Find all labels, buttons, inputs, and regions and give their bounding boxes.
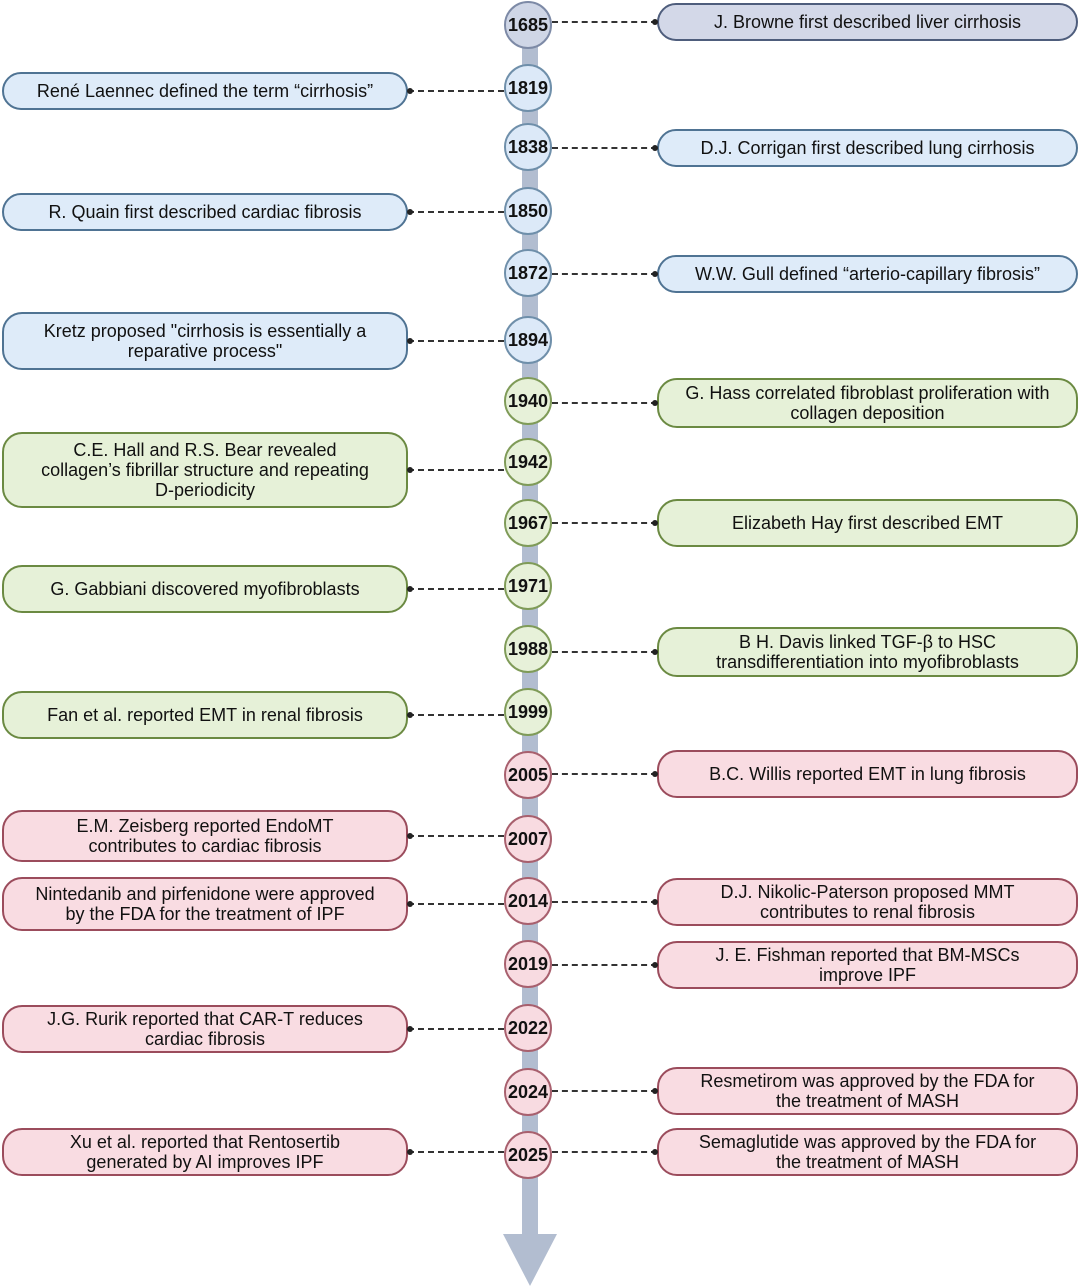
connector-dot <box>652 1088 658 1094</box>
event-box-2007-left: E.M. Zeisberg reported EndoMT contributes to cardiac fibrosis <box>2 810 408 862</box>
event-box-2014-right: D.J. Nikolic-Paterson proposed MMT contributes to renal fibrosis <box>657 878 1078 926</box>
year-marker-1850: 1850 <box>504 187 552 235</box>
year-marker-2022: 2022 <box>504 1004 552 1052</box>
connector-dot <box>407 1149 413 1155</box>
event-box-1819-left: René Laennec defined the term “cirrhosis” <box>2 72 408 110</box>
event-connector <box>552 901 657 903</box>
connector-dot <box>407 833 413 839</box>
year-marker-2007: 2007 <box>504 815 552 863</box>
year-marker-1894: 1894 <box>504 316 552 364</box>
event-connector <box>408 903 504 905</box>
event-connector <box>552 522 657 524</box>
event-connector <box>552 1151 657 1153</box>
year-marker-2014: 2014 <box>504 877 552 925</box>
event-connector <box>552 773 657 775</box>
connector-dot <box>407 901 413 907</box>
connector-dot <box>407 467 413 473</box>
connector-dot <box>652 962 658 968</box>
event-connector <box>552 273 657 275</box>
connector-dot <box>652 145 658 151</box>
year-marker-1819: 1819 <box>504 64 552 112</box>
connector-dot <box>407 88 413 94</box>
year-marker-2019: 2019 <box>504 940 552 988</box>
event-box-1850-left: R. Quain first described cardiac fibrosis <box>2 193 408 231</box>
year-marker-2005: 2005 <box>504 751 552 799</box>
event-box-1894-left: Kretz proposed "cirrhosis is essentially a reparative process" <box>2 312 408 370</box>
year-marker-1838: 1838 <box>504 123 552 171</box>
event-connector <box>408 90 504 92</box>
event-box-2014-left: Nintedanib and pirfenidone were approved by the FDA for the treatment of IPF <box>2 877 408 931</box>
event-box-2024-right: Resmetirom was approved by the FDA for the treatment of MASH <box>657 1067 1078 1115</box>
event-connector <box>408 835 504 837</box>
event-box-1988-right: B H. Davis linked TGF-β to HSC transdifferentiation into myofibroblasts <box>657 627 1078 677</box>
event-connector <box>408 714 504 716</box>
connector-dot <box>652 520 658 526</box>
timeline-arrowhead <box>503 1234 557 1286</box>
event-connector <box>552 651 657 653</box>
year-marker-2025: 2025 <box>504 1131 552 1179</box>
connector-dot <box>407 209 413 215</box>
event-box-2025-left: Xu et al. reported that Rentosertib generated by AI improves IPF <box>2 1128 408 1176</box>
connector-dot <box>407 712 413 718</box>
connector-dot <box>407 338 413 344</box>
connector-dot <box>407 586 413 592</box>
event-connector <box>552 21 657 23</box>
event-box-1872-right: W.W. Gull defined “arterio-capillary fibrosis” <box>657 255 1078 293</box>
connector-dot <box>652 899 658 905</box>
event-box-2022-left: J.G. Rurik reported that CAR-T reduces cardiac fibrosis <box>2 1005 408 1053</box>
year-marker-1940: 1940 <box>504 377 552 425</box>
connector-dot <box>652 1149 658 1155</box>
event-connector <box>552 964 657 966</box>
year-marker-1967: 1967 <box>504 499 552 547</box>
year-marker-1685: 1685 <box>504 1 552 49</box>
event-box-1967-right: Elizabeth Hay first described EMT <box>657 499 1078 547</box>
event-box-1942-left: C.E. Hall and R.S. Bear revealed collagen’s fibrillar structure and repeating D-periodicity <box>2 432 408 508</box>
event-box-1685-right: J. Browne first described liver cirrhosis <box>657 3 1078 41</box>
event-box-2005-right: B.C. Willis reported EMT in lung fibrosis <box>657 750 1078 798</box>
year-marker-1942: 1942 <box>504 438 552 486</box>
event-connector <box>408 340 504 342</box>
connector-dot <box>652 771 658 777</box>
event-box-1940-right: G. Hass correlated fibroblast proliferation with collagen deposition <box>657 378 1078 428</box>
year-marker-1872: 1872 <box>504 249 552 297</box>
event-connector <box>408 1028 504 1030</box>
connector-dot <box>652 271 658 277</box>
event-connector <box>552 402 657 404</box>
event-connector <box>408 1151 504 1153</box>
event-connector <box>408 588 504 590</box>
year-marker-1999: 1999 <box>504 688 552 736</box>
event-connector <box>552 1090 657 1092</box>
event-box-2019-right: J. E. Fishman reported that BM-MSCs improve IPF <box>657 941 1078 989</box>
connector-dot <box>407 1026 413 1032</box>
connector-dot <box>652 400 658 406</box>
event-box-1838-right: D.J. Corrigan first described lung cirrhosis <box>657 129 1078 167</box>
event-box-1999-left: Fan et al. reported EMT in renal fibrosis <box>2 691 408 739</box>
year-marker-1971: 1971 <box>504 562 552 610</box>
connector-dot <box>652 649 658 655</box>
connector-dot <box>652 19 658 25</box>
event-connector <box>552 147 657 149</box>
year-marker-2024: 2024 <box>504 1068 552 1116</box>
event-box-2025-right: Semaglutide was approved by the FDA for the treatment of MASH <box>657 1128 1078 1176</box>
year-marker-1988: 1988 <box>504 625 552 673</box>
event-box-1971-left: G. Gabbiani discovered myofibroblasts <box>2 565 408 613</box>
event-connector <box>408 211 504 213</box>
event-connector <box>408 469 504 471</box>
